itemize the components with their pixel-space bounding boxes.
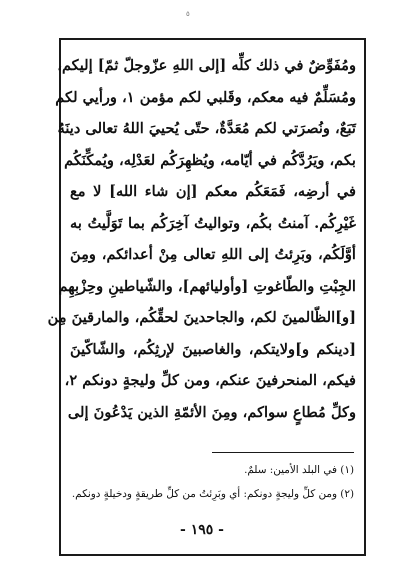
- body-line: الجِبْتِ والطّاغوتِ [وأوليائهم]، والشّياطينِ وحِزْبِهِم: [58, 277, 356, 295]
- body-line: ومُفَوِّضٌ في ذلك كلِّه [إلى اللهِ عزّوجلّ ثمّ] إليكم،: [57, 57, 356, 74]
- body-line: وكلِّ مُطاعٍ سواكم، ومِنَ الأئمّةِ الذين يَدْعُونَ إلى: [67, 403, 356, 421]
- body-line: ومُسَلِّمٌ فيه معكم، وقَلبي لكم مؤمن ١، ورأيي لكم: [55, 88, 356, 106]
- body-line: [دينكم و]ولايتكم، والغاصبينَ لإرثِكُم، والشّاكّينَ: [70, 340, 356, 358]
- footnote-divider: [212, 452, 354, 453]
- footnotes: [72, 458, 354, 506]
- page-number: - ١٩٥ -: [180, 522, 224, 538]
- footnote: (١) في البلد الأمين: سلمٌ.: [244, 464, 354, 476]
- body-line: بكم، ويَرُدَّكُم في أيّامه، ويُظهِرَكُم لعَدْلِه، ويُمكِّنَكُم: [64, 151, 356, 169]
- body-line: أوَّلَكُم، وبَرِئتُ إلى اللهِ تعالى مِنْ أعدائكم، ومِنَ: [70, 246, 356, 263]
- body-line: في أرضِه، فَمَعَكُم معكم [إن شاء الله] لا مع: [70, 183, 356, 200]
- footnote: (٢) ومن كلِّ وليجةٍ دونكم: أي وبَرِئتُ من كلِّ طريقةٍ ودخيلةٍ دونكم.: [71, 488, 354, 500]
- body-line: غَيْرِكُم. آمنتُ بكُم، وتواليتُ آخِرَكُم بما تَوَلَّيتُ به: [70, 214, 356, 232]
- corner-mark: ٥: [186, 10, 190, 18]
- body-line: فيكم، المنحرفينَ عنكم، ومن كلِّ وليجةٍ دونكم ٢،: [64, 372, 356, 389]
- body-line: تَبَعٌ، ونُصرَتي لكم مُعَدَّةٌ، حتّى يُحييَ اللهُ تعالى دينَهُ: [57, 120, 356, 137]
- body-text: [47, 50, 356, 428]
- body-line: [و]الظّالمينَ لكم، والجاحدينَ لحقِّكُم، والمارقينَ مِن: [47, 309, 356, 326]
